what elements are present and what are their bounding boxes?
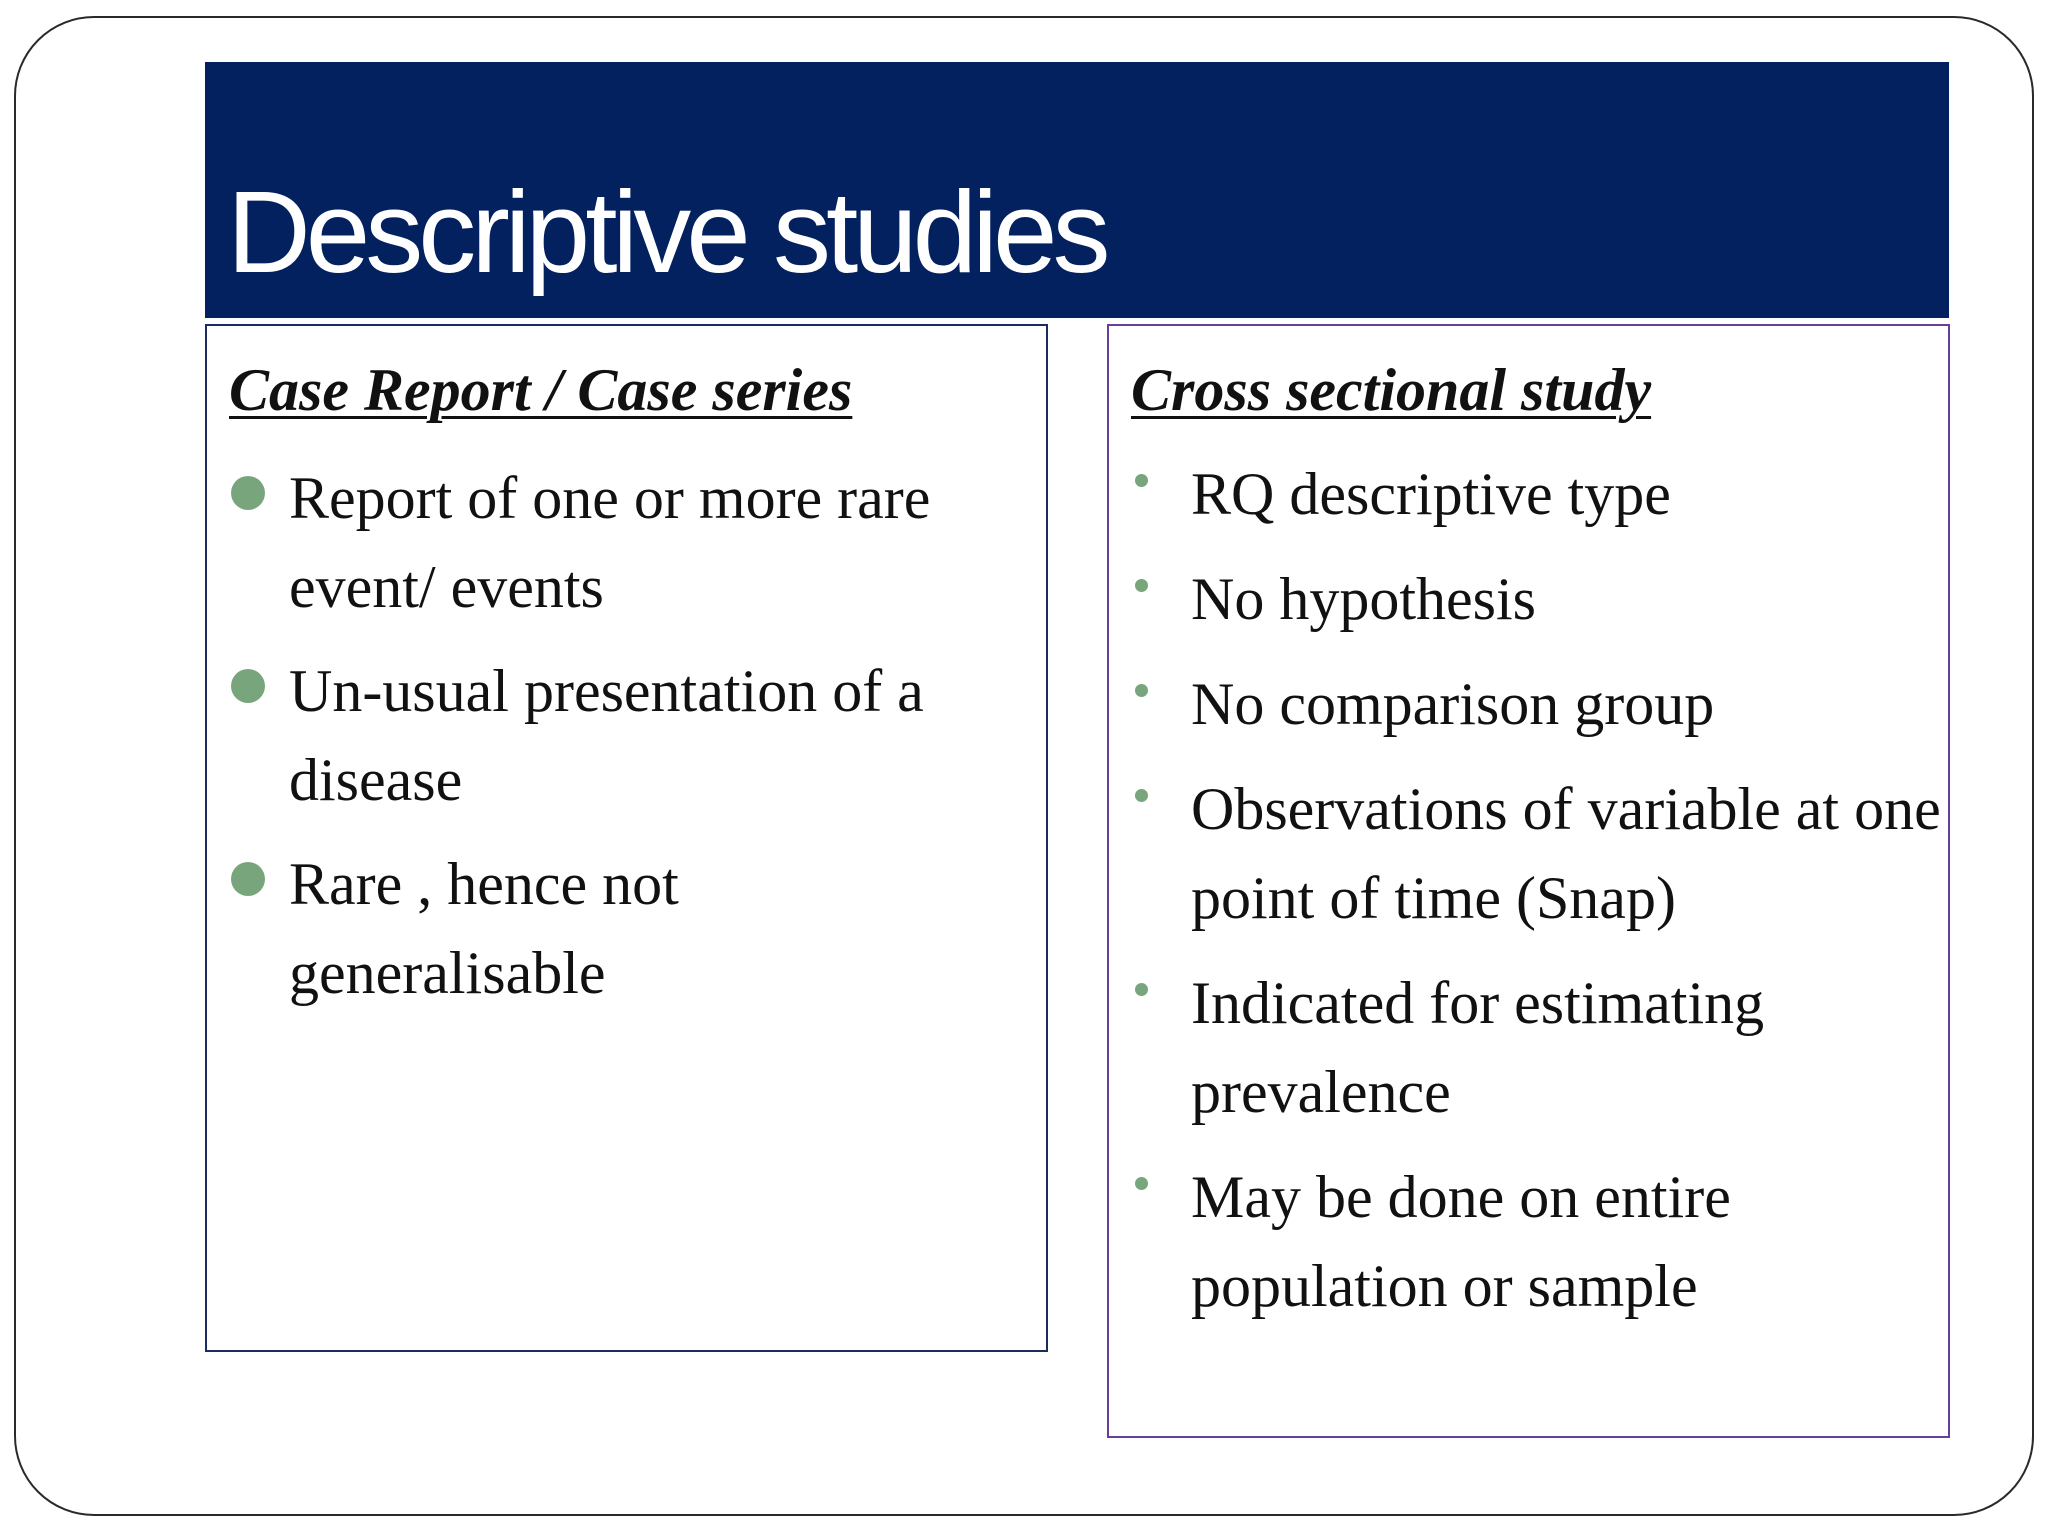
bullet-dot-icon [1135, 579, 1148, 592]
list-item [1131, 1153, 1951, 1331]
bullet-dot-icon [231, 476, 265, 510]
cross-sectional-heading: Cross sectional study [1131, 357, 1652, 423]
cross-sectional-panel [1107, 324, 1950, 1438]
bullet-text: No comparison group [1191, 671, 1715, 737]
list-item [229, 840, 1009, 1018]
bullet-text: Indicated for estimating prevalence [1191, 970, 1765, 1125]
case-report-heading: Case Report / Case series [229, 357, 853, 423]
bullet-dot-icon [1135, 789, 1148, 802]
bullet-text: Un-usual presentation of a disease [289, 658, 924, 813]
bullet-dot-icon [1135, 474, 1148, 487]
case-report-bullet-list [229, 454, 1009, 1033]
list-item [1131, 555, 1951, 644]
bullet-text: Observations of variable at one point of time (Snap) [1191, 776, 1941, 931]
bullet-dot-icon [1135, 684, 1148, 697]
bullet-dot-icon [231, 669, 265, 703]
bullet-text: Rare , hence not generalisable [289, 851, 679, 1006]
list-item [1131, 765, 1951, 943]
bullet-text: Report of one or more rare event/ events [289, 465, 931, 620]
title-bar [205, 62, 1949, 318]
list-item [1131, 660, 1951, 749]
bullet-text: No hypothesis [1191, 566, 1536, 632]
list-item [1131, 450, 1951, 539]
bullet-dot-icon [231, 862, 265, 896]
case-report-panel [205, 324, 1048, 1352]
list-item [1131, 959, 1951, 1137]
list-item [229, 647, 1009, 825]
bullet-dot-icon [1135, 983, 1148, 996]
bullet-dot-icon [1135, 1177, 1148, 1190]
slide-title: Descriptive studies [227, 167, 1106, 297]
bullet-text: May be done on entire population or sample [1191, 1164, 1731, 1319]
list-item [229, 454, 1009, 632]
bullet-text: RQ descriptive type [1191, 461, 1671, 527]
cross-sectional-bullet-list [1131, 450, 1951, 1347]
